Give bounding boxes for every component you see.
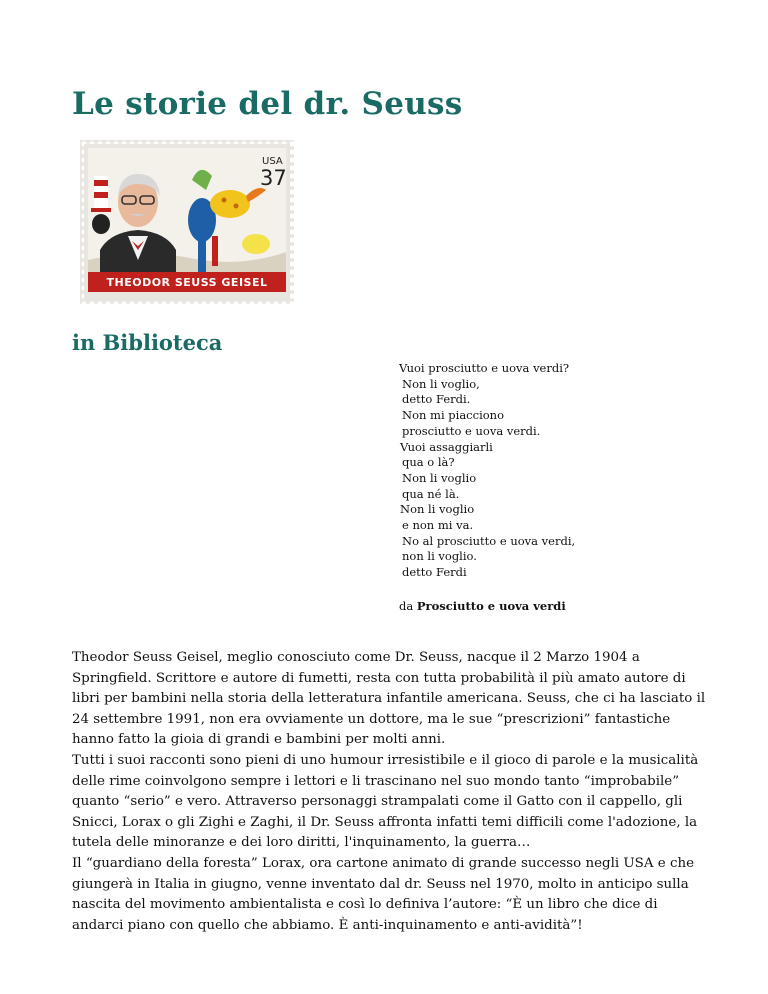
poem-line: prosciutto e uova verdi. bbox=[402, 423, 541, 438]
body-paragraph: Il “guardiano della foresta” Lorax, ora cartone animato di grande successo negli USA e che giungerà in Italia in giugno, venne inventato dal dr. Seuss nel 1970, molto in anticipo sulla nascita del movimento ambientalista e così lo definiva l’autore: “È un libro che dice di andarci piano con quello che abbiamo. È anti-inquinamento e anti-avidità”! bbox=[72, 855, 695, 933]
section-heading: in Biblioteca bbox=[72, 330, 223, 355]
poem bbox=[399, 361, 575, 581]
page-title: Le storie del dr. Seuss bbox=[72, 86, 463, 122]
poem-line: Vuoi assaggiarli bbox=[400, 439, 493, 454]
stamp-country: USA bbox=[262, 156, 283, 167]
poem-line: non li voglio. bbox=[402, 549, 477, 564]
article-body bbox=[72, 648, 712, 936]
stamp-value: 37 bbox=[260, 166, 287, 190]
postage-stamp-image bbox=[80, 140, 294, 304]
poem-line: Vuoi prosciutto e uova verdi? bbox=[399, 361, 570, 375]
poem-source bbox=[399, 599, 566, 613]
poem-line: qua né là. bbox=[402, 486, 460, 501]
poem-line: detto Ferdi bbox=[402, 565, 467, 580]
poem-line: No al prosciutto e uova verdi, bbox=[402, 533, 576, 548]
poem-line: Non li voglio, bbox=[402, 376, 480, 391]
body-paragraph: Tutti i suoi racconti sono pieni di uno humour irresistibile e il gioco di parole e la musicalità delle rime coinvolgono sempre i lettori e li trascinano nel suo mondo tanto “improbabile” quanto “serio” e vero. Attraverso personaggi strampalati come il Gatto con il cappello, gli Snicci, Lorax o gli Zighi e Zaghi, il Dr. Seuss affronta infatti temi difficili come l'adozione, la tutela delle minoranze e dei loro diritti, l'inquinamento, la guerra… bbox=[72, 752, 699, 851]
stamp-caption: THEODOR SEUSS GEISEL bbox=[106, 276, 268, 289]
poem-line: qua o là? bbox=[402, 455, 455, 470]
poem-line: detto Ferdi. bbox=[402, 392, 471, 407]
poem-line: e non mi va. bbox=[402, 518, 474, 533]
poem-line: Non li voglio bbox=[402, 470, 477, 485]
poem-source-title: Prosciutto e uova verdi bbox=[416, 599, 566, 613]
poem-line: Non li voglio bbox=[400, 502, 475, 517]
poem-line: Non mi piacciono bbox=[402, 408, 504, 423]
poem-source-prefix: da bbox=[399, 599, 417, 613]
body-paragraph: Theodor Seuss Geisel, meglio conosciuto come Dr. Seuss, nacque il 2 Marzo 1904 a Springfield. Scrittore e autore di fumetti, resta con tutta probabilità il più amato autore di libri per bambini nella storia della letteratura infantile americana. Seuss, che ci ha lasciato il 24 settembre 1991, non era ovviamente un dottore, ma le sue “prescrizioni” fantastiche hanno fatto la gioia di grandi e bambini per molti anni. bbox=[72, 650, 706, 748]
